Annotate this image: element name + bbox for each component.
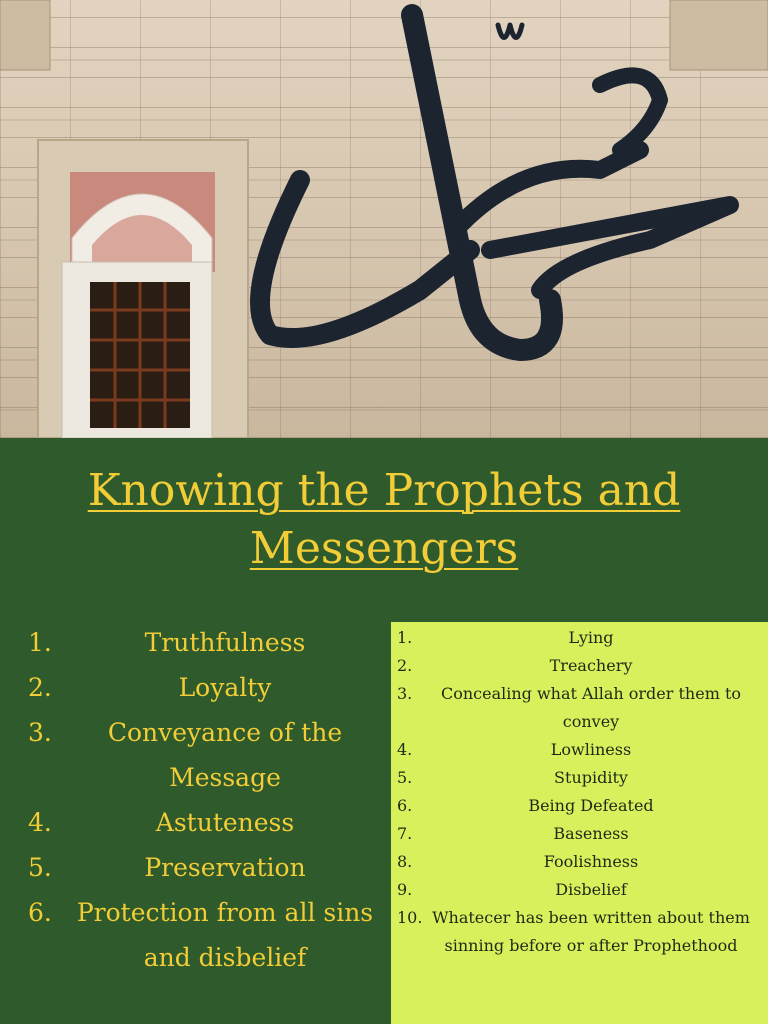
item-text: Lowliness <box>550 740 632 759</box>
item-number: 4. <box>28 808 52 837</box>
impossible-attributes-list <box>397 624 759 960</box>
item-number: 6. <box>397 796 413 815</box>
item-number: 2. <box>28 673 52 702</box>
mosque-wall-photo <box>0 0 768 438</box>
cornice-right <box>670 0 768 70</box>
item-number: 5. <box>28 853 52 882</box>
list-item <box>397 736 759 764</box>
item-number: 10. <box>397 908 423 927</box>
list-item <box>397 792 759 820</box>
item-number: 5. <box>397 768 413 787</box>
list-item <box>397 680 759 736</box>
item-text: Baseness <box>553 824 629 843</box>
attributes-list <box>28 620 388 980</box>
list-item <box>397 848 759 876</box>
item-number: 2. <box>397 656 413 675</box>
item-text: Disbelief <box>555 880 627 899</box>
list-item <box>28 710 388 800</box>
list-item <box>397 904 759 960</box>
item-text: Foolishness <box>543 852 639 871</box>
list-item <box>397 820 759 848</box>
item-number: 3. <box>397 684 413 703</box>
impossible-attributes-panel <box>391 622 768 1024</box>
item-text: Treachery <box>549 656 633 675</box>
item-number: 4. <box>397 740 413 759</box>
item-number: 8. <box>397 852 413 871</box>
item-text: Loyalty <box>178 673 272 702</box>
cornice-left <box>0 0 50 70</box>
list-item <box>28 800 388 845</box>
item-text: Protection from all sins and disbelief <box>76 898 374 972</box>
item-text: Truthfulness <box>144 628 306 657</box>
list-item <box>28 890 388 980</box>
list-item <box>397 624 759 652</box>
item-text: Concealing what Allah order them to convey <box>440 684 742 731</box>
item-number: 7. <box>397 824 413 843</box>
item-text: Being Defeated <box>528 796 654 815</box>
item-text: Whatecer has been written about them sinning before or after Prophethood <box>432 908 750 955</box>
item-number: 3. <box>28 718 52 747</box>
wall-illustration <box>0 0 768 438</box>
list-item <box>397 876 759 904</box>
item-text: Lying <box>568 628 614 647</box>
item-text: Conveyance of the Message <box>107 718 343 792</box>
list-item <box>28 845 388 890</box>
item-number: 1. <box>28 628 52 657</box>
item-number: 9. <box>397 880 413 899</box>
list-item <box>397 652 759 680</box>
item-text: Stupidity <box>554 768 628 787</box>
list-item <box>28 620 388 665</box>
item-number: 1. <box>397 628 413 647</box>
item-text: Preservation <box>144 853 306 882</box>
list-item <box>397 764 759 792</box>
list-item <box>28 665 388 710</box>
item-number: 6. <box>28 898 52 927</box>
page-title: Knowing the Prophets and Messengers <box>87 465 681 574</box>
item-text: Astuteness <box>155 808 295 837</box>
